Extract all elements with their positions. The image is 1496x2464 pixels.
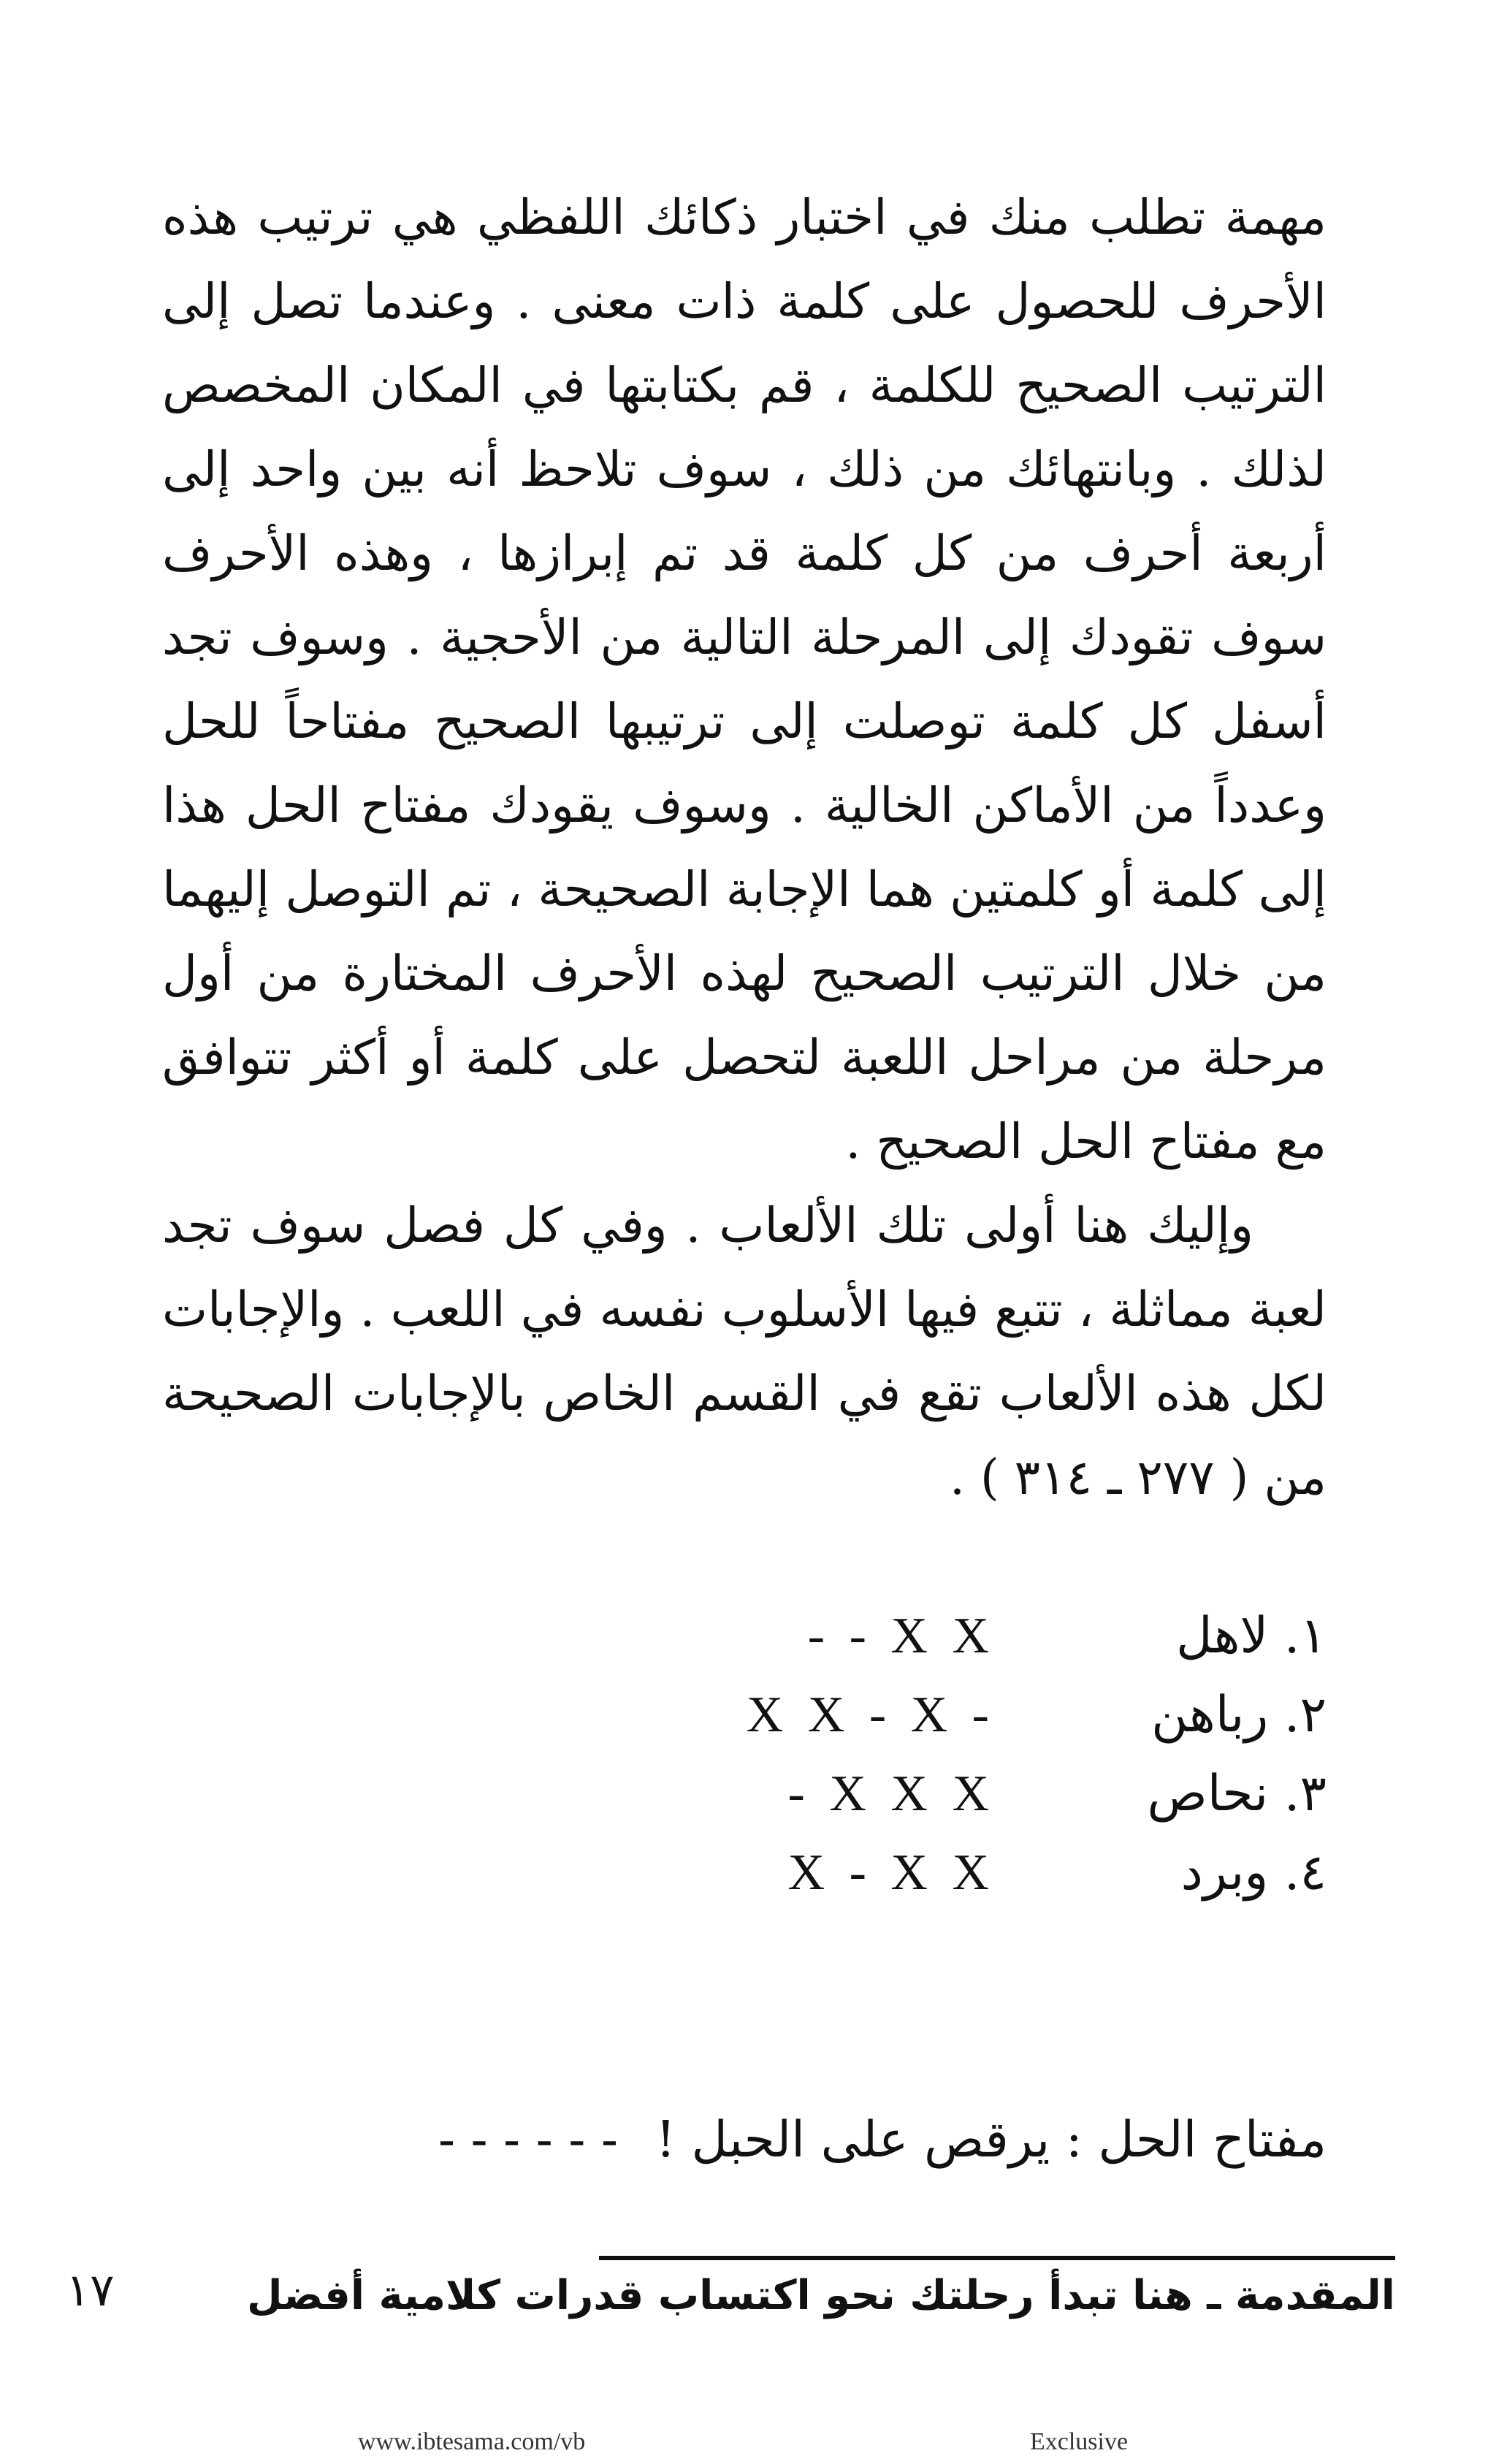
watermark-url: www.ibtesama.com/vb (358, 2428, 586, 2455)
puzzle-word: ٣. نحاص (1147, 1765, 1327, 1823)
solution-key-text: مفتاح الحل : يرقص على الحبل ! (655, 2111, 1327, 2169)
body-text (162, 175, 1327, 1519)
puzzle-item (162, 1679, 1327, 1758)
intro-paragraph: مهمة تطلب منك في اختبار ذكائك اللفظي هي ترتيب هذه الأحرف للحصول على كلمة ذات معنى . وعندما تصل إلى الترتيب الصحيح للكلمة ، قم بكتابتها في المكان المخصص لذلك . وبانتهائك من ذلك ، سوف تلاحظ أنه بين واحد إلى أربعة أحرف من كل كلمة قد تم إبرازها ، وهذه الأحرف سوف تقودك إلى المرحلة التالية من الأحجية . وسوف تجد أسفل كل كلمة توصلت إلى ترتيبها الصحيح مفتاحاً للحل وعدداً من الأماكن الخالية . وسوف يقودك مفتاح الحل هذا إلى كلمة أو كلمتين هما الإجابة الصحيحة ، تم التوصل إليهما من خلال الترتيب الصحيح لهذه الأحرف المختارة من أول مرحلة من مراحل اللعبة لتحصل على كلمة أو أكثر تتوافق مع مفتاح الحل الصحيح . (162, 189, 1327, 1170)
puzzle-word: ٢. رباهن (1151, 1686, 1327, 1744)
puzzle-list (162, 1600, 1327, 1915)
puzzle-pattern: X X - X - (746, 1687, 995, 1743)
puzzle-item (162, 1600, 1327, 1679)
page-number: ١٧ (66, 2263, 115, 2316)
watermark-label: Exclusive (1030, 2428, 1129, 2455)
puzzle-pattern: - X X X (787, 1766, 995, 1822)
puzzle-item (162, 1758, 1327, 1836)
puzzle-item (162, 1836, 1327, 1915)
puzzle-pattern: - - X X (807, 1608, 995, 1664)
footer-divider (599, 2256, 1395, 2260)
solution-blanks: - - - - - - (438, 2111, 618, 2169)
games-paragraph: وإليك هنا أولى تلك الألعاب . وفي كل فصل سوف تجد لعبة مماثلة ، تتبع فيها الأسلوب نفسه في اللعب . والإجابات لكل هذه الألعاب تقع في القسم الخاص بالإجابات الصحيحة من ( ٢٧٧ ـ ٣١٤ ) . (162, 1197, 1327, 1506)
puzzle-pattern: X - X X (787, 1845, 995, 1901)
puzzle-word: ٤. وبرد (1180, 1844, 1327, 1902)
running-footer-title: المقدمة ـ هنا تبدأ رحلتك نحو اكتساب قدرات كلامية أفضل (247, 2272, 1395, 2319)
solution-key (162, 2104, 1327, 2177)
puzzle-word: ١. لاهل (1176, 1607, 1327, 1665)
